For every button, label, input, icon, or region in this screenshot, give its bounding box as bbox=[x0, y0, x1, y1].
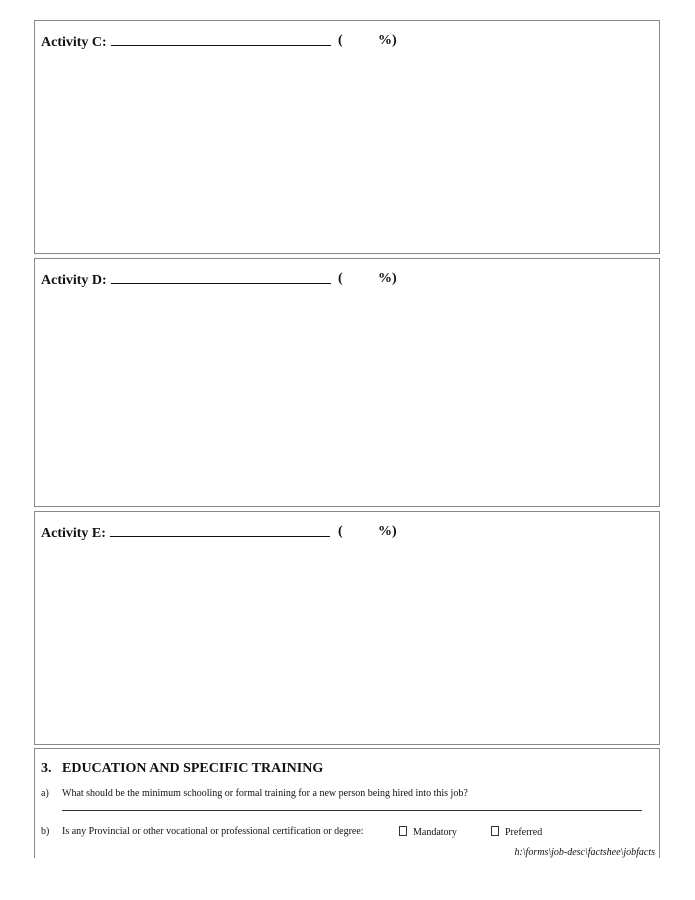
activity-c-header bbox=[41, 33, 397, 51]
activity-d-percent: %) bbox=[378, 271, 397, 286]
activity-d-name-line[interactable] bbox=[111, 271, 331, 284]
activity-e-percent: %) bbox=[378, 524, 397, 539]
activity-e-box bbox=[34, 511, 660, 745]
activity-d-header bbox=[41, 271, 397, 289]
question-b bbox=[41, 826, 364, 837]
activity-c-box bbox=[34, 20, 660, 254]
activity-e-label: Activity E: bbox=[41, 526, 106, 541]
activity-c-percent: %) bbox=[378, 33, 397, 48]
activity-e-paren: ( bbox=[338, 524, 343, 539]
activity-c-paren: ( bbox=[338, 33, 343, 48]
activity-e-name-line[interactable] bbox=[110, 524, 330, 537]
question-a-label: a) bbox=[41, 788, 49, 799]
mandatory-checkbox[interactable] bbox=[399, 826, 457, 838]
activity-e-header bbox=[41, 524, 397, 542]
question-a bbox=[41, 788, 468, 799]
activity-c-label: Activity C: bbox=[41, 35, 107, 50]
activity-d-paren: ( bbox=[338, 271, 343, 286]
file-path-footer: h:\forms\job-desc\factshee\jobfacts bbox=[514, 847, 655, 858]
preferred-label: Preferred bbox=[505, 827, 543, 838]
question-b-label: b) bbox=[41, 826, 50, 837]
activity-d-label: Activity D: bbox=[41, 273, 107, 288]
mandatory-label: Mandatory bbox=[413, 827, 457, 838]
question-a-answer-line[interactable] bbox=[62, 810, 642, 811]
question-a-text: What should be the minimum schooling or formal training for a new person being hired into this job? bbox=[62, 788, 468, 799]
activity-c-name-line[interactable] bbox=[111, 33, 331, 46]
checkbox-icon bbox=[491, 826, 499, 836]
section-title: 3. EDUCATION AND SPECIFIC TRAINING bbox=[41, 761, 324, 776]
education-section bbox=[34, 748, 660, 858]
activity-d-box bbox=[34, 258, 660, 507]
checkbox-icon bbox=[399, 826, 407, 836]
preferred-checkbox[interactable] bbox=[491, 826, 542, 838]
question-b-text: Is any Provincial or other vocational or professional certification or degree: bbox=[62, 826, 364, 837]
